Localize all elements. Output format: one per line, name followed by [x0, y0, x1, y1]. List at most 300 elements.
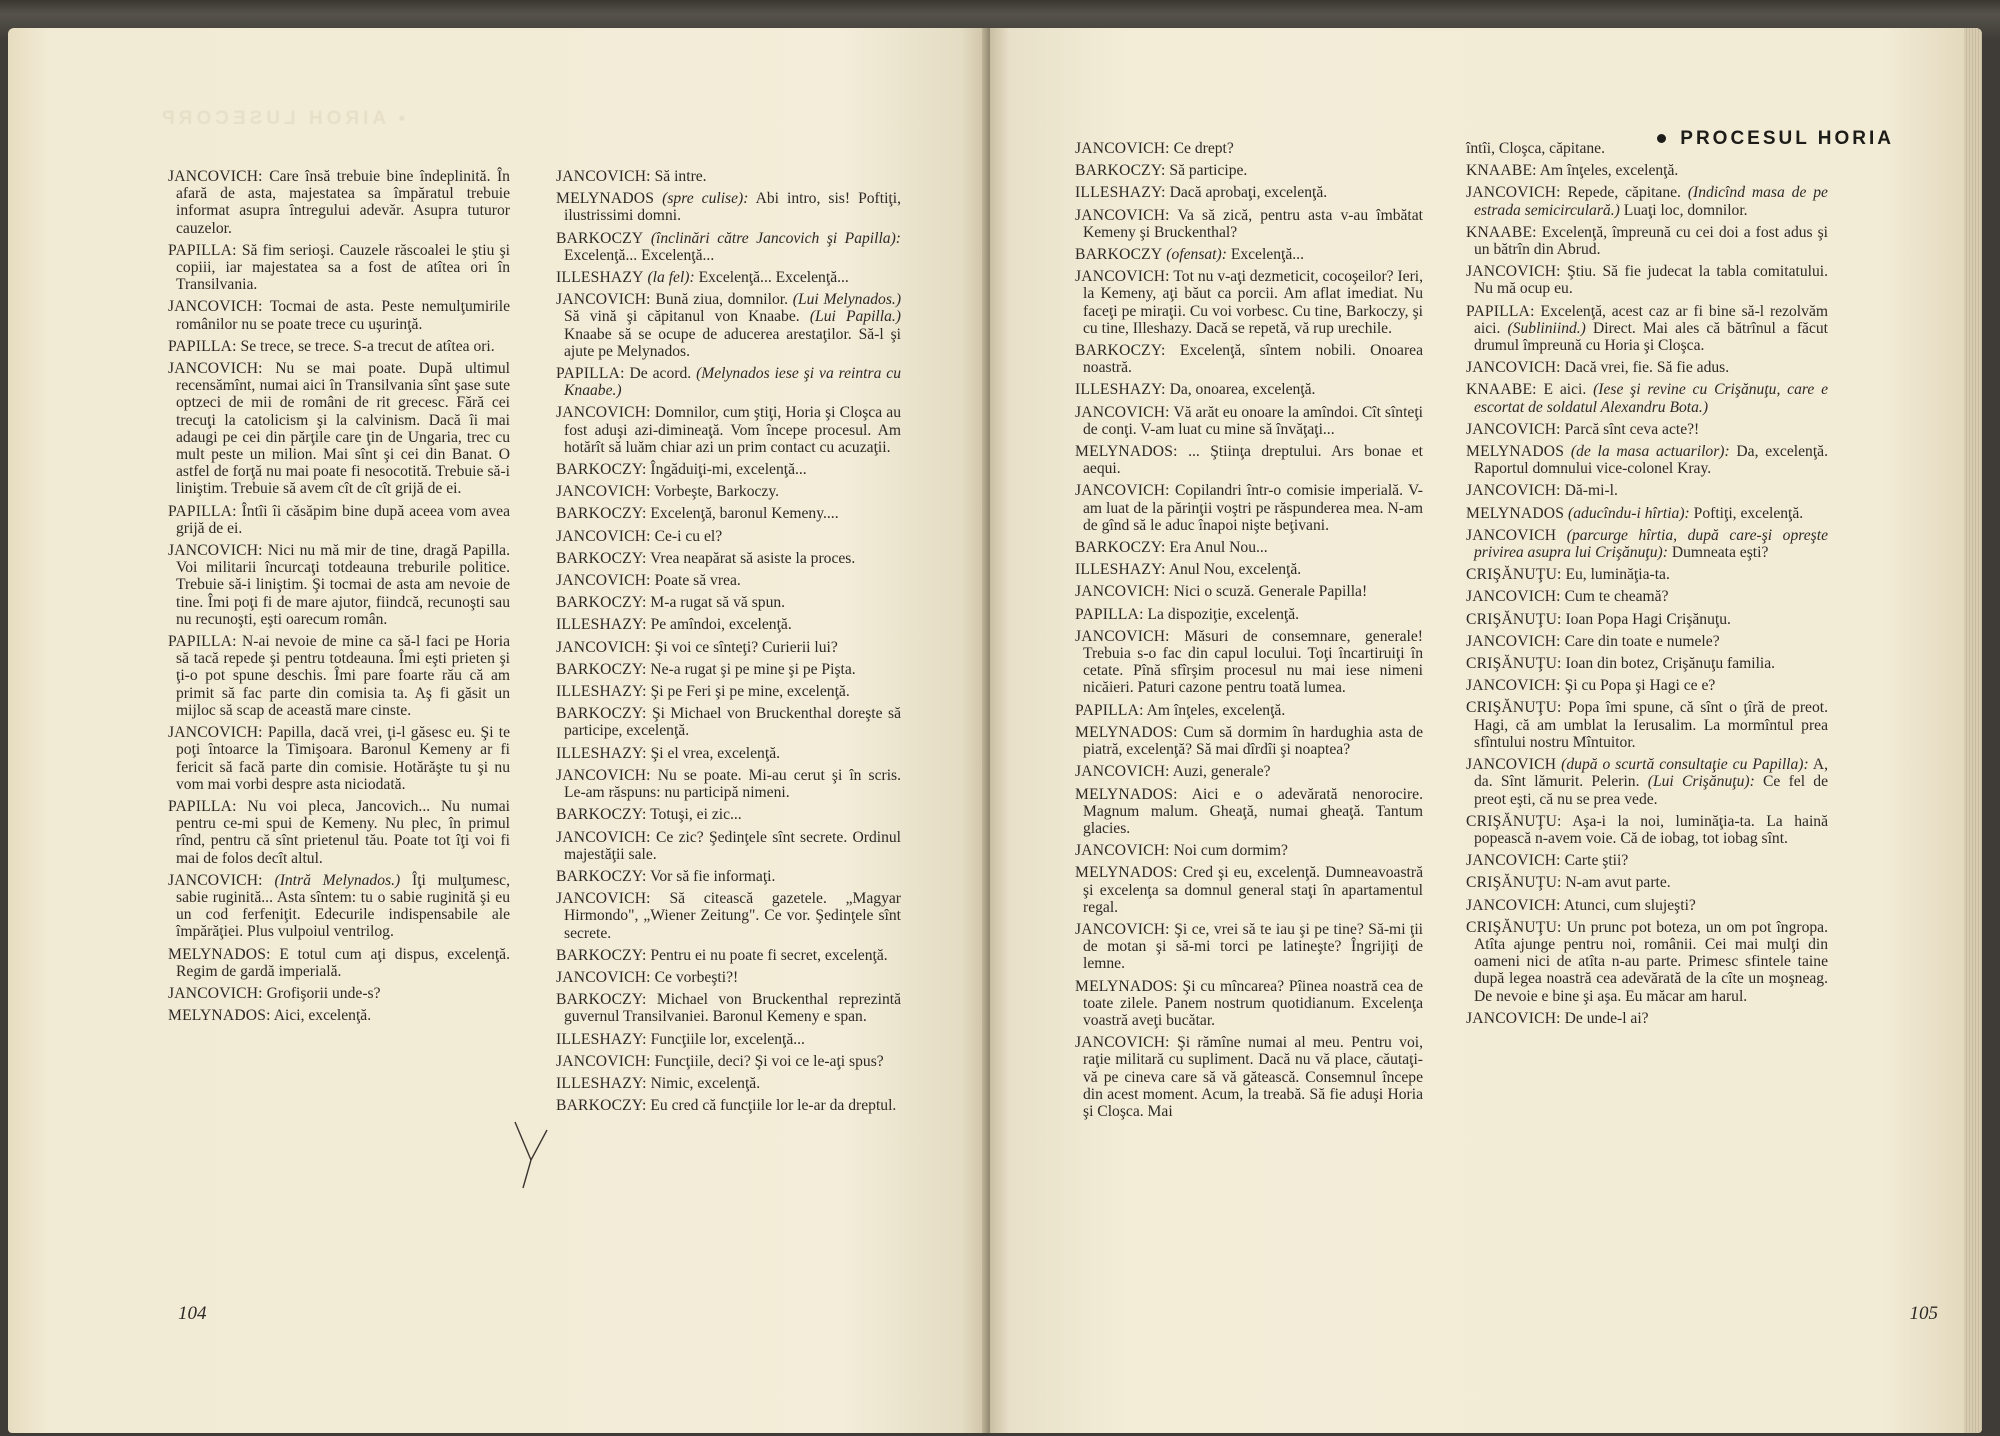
- dialogue-text: Să participe.: [1169, 162, 1248, 180]
- speaker-name: JANCOVICH:: [1075, 583, 1170, 601]
- dialogue-line: [556, 1075, 901, 1092]
- speaker-name: BARKOCZY:: [556, 867, 647, 885]
- speaker-name: JANCOVICH: [1466, 526, 1557, 544]
- dialogue-line: [1466, 184, 1828, 218]
- speaker-name: BARKOCZY:: [556, 594, 647, 612]
- speaker-name: JANCOVICH:: [556, 1052, 651, 1070]
- dialogue-text: Parcă sînt ceva acte?!: [1564, 420, 1700, 438]
- dialogue-line: [1466, 1010, 1828, 1027]
- dialogue-text: Vorbeşte, Barkoczy.: [654, 483, 780, 501]
- dialogue-line: [168, 168, 510, 237]
- speaker-name: MELYNADOS: [1466, 504, 1565, 522]
- speaker-name: PAPILLA:: [1466, 302, 1535, 320]
- dialogue-line: [556, 483, 901, 500]
- dialogue-text: Care însă trebuie bine îndeplinită. În afară de asta, majestatea sa împăratul trebuie informat asupra întregului adevăr. Asupra tuturor cauzelor.: [176, 168, 510, 237]
- dialogue-line: [1466, 897, 1828, 914]
- dialogue-line: [168, 633, 510, 719]
- speaker-name: JANCOVICH:: [168, 360, 263, 378]
- dialogue-line: [1466, 162, 1828, 179]
- dialogue-line: [1466, 756, 1828, 808]
- dialogue-text: Cum te cheamă?: [1564, 588, 1669, 606]
- dialogue-line: [168, 360, 510, 498]
- speaker-name: CRIŞĂNUŢU:: [1466, 566, 1562, 584]
- dialogue-line: [1075, 443, 1423, 477]
- speaker-name: ILLESHAZY:: [556, 1030, 647, 1048]
- speaker-name: JANCOVICH:: [556, 766, 651, 784]
- dialogue-line: [556, 705, 901, 739]
- dialogue-text: E totul cum aţi dispus, excelenţă. Regim de gardă imperială.: [176, 945, 510, 980]
- speaker-name: JANCOVICH:: [556, 968, 651, 986]
- dialogue-text: Repede, căpitane.: [1567, 184, 1681, 202]
- dialogue-line: [1075, 404, 1423, 438]
- dialogue-text: Nu se poate. Mi-au cerut şi în scris. Le-am răspuns: nu participă nimeni.: [564, 766, 901, 802]
- dialogue-text: Aşa-i la noi, luminăţia-ta. La haină popească n-avem voie. Că de iobag, tot iobag sînt.: [1474, 812, 1828, 847]
- dialogue-text: Excelenţă... Excelenţă...: [564, 246, 715, 264]
- dialogue-text: ... Ştiinţa dreptului. Ars bonae et aequi.: [1083, 443, 1423, 478]
- dialogue-text: Ioan din botez, Crişănuţu familia.: [1565, 655, 1776, 673]
- right-column-1: [1075, 140, 1423, 1125]
- dialogue-text: Vor să fie informaţi.: [650, 867, 776, 885]
- speaker-name: JANCOVICH:: [1075, 627, 1170, 645]
- dialogue-text: Am înţeles, excelenţă.: [1146, 701, 1286, 719]
- dialogue-line: [556, 291, 901, 360]
- dialogue-line: [1075, 702, 1423, 719]
- speaker-name: JANCOVICH: [1466, 756, 1557, 774]
- dialogue-line: [556, 550, 901, 567]
- dialogue-line: [556, 890, 901, 942]
- dialogue-text: Auzi, generale?: [1172, 763, 1271, 781]
- dialogue-line: [556, 365, 901, 399]
- dialogue-line: [556, 991, 901, 1025]
- dialogue-text: E aici.: [1543, 381, 1587, 399]
- speaker-name: MELYNADOS:: [1075, 785, 1178, 803]
- stage-direction: (spre culise):: [662, 190, 749, 208]
- speaker-name: JANCOVICH:: [1075, 763, 1170, 781]
- dialogue-text: Atunci, cum slujeşti?: [1563, 896, 1696, 914]
- speaker-name: JANCOVICH:: [1466, 677, 1561, 695]
- stage-direction: (Intră Melynados.): [274, 871, 401, 889]
- dialogue-text: Noi cum dormim?: [1173, 842, 1288, 860]
- stage-direction: (Subliniind.): [1507, 319, 1586, 337]
- dialogue-line: [556, 806, 901, 823]
- speaker-name: JANCOVICH:: [1075, 482, 1170, 500]
- dialogue-line: [1075, 628, 1423, 697]
- speaker-name: JANCOVICH:: [556, 638, 651, 656]
- speaker-name: ILLESHAZY:: [1075, 561, 1166, 579]
- speaker-name: MELYNADOS:: [1075, 977, 1178, 995]
- speaker-name: JANCOVICH:: [1075, 1034, 1170, 1052]
- dialogue-line: [168, 724, 510, 793]
- stage-direction: (Lui Papilla.): [809, 308, 901, 326]
- dialogue-text: Nimic, excelenţă.: [650, 1074, 761, 1092]
- dialogue-text: Poftiţi, excelenţă.: [1693, 504, 1804, 522]
- dialogue-text: Se trece, se trece. S-a trecut de atîtea ori.: [240, 337, 495, 355]
- dialogue-text: Întîi îi căsăpim bine după aceea vom avea grijă de ei.: [176, 502, 510, 537]
- dialogue-line: [1075, 561, 1423, 578]
- dialogue-text: Funcţiile lor, excelenţă...: [650, 1030, 805, 1048]
- dialogue-text: Vrea neapărat să asiste la proces.: [650, 549, 856, 567]
- dialogue-text: Eu, luminăţia-ta.: [1565, 566, 1670, 584]
- speaker-name: JANCOVICH:: [168, 542, 263, 560]
- speaker-name: JANCOVICH:: [168, 168, 263, 185]
- speaker-name: ILLESHAZY:: [556, 616, 647, 634]
- speaker-name: ILLESHAZY: [556, 269, 644, 287]
- dialogue-line: [1075, 162, 1423, 179]
- dialogue-text: Am înţeles, excelenţă.: [1539, 162, 1679, 180]
- dialogue-line: [1075, 786, 1423, 838]
- dialogue-text: Aici, excelenţă.: [273, 1007, 372, 1025]
- speaker-name: MELYNADOS:: [168, 1007, 271, 1025]
- left-column-2: [556, 168, 901, 1119]
- dialogue-line: [556, 745, 901, 762]
- dialogue-text: Va să zică, pentru asta v-au îmbătat Kemeny şi Bruckenthal?: [1083, 206, 1423, 241]
- speaker-name: MELYNADOS: [556, 190, 655, 208]
- dialogue-text: Şi cu Popa şi Hagi ce e?: [1564, 677, 1716, 695]
- dialogue-line: [1466, 140, 1828, 157]
- dialogue-text: Grofişorii unde-s?: [266, 984, 381, 1002]
- speaker-name: JANCOVICH:: [1075, 920, 1170, 938]
- dialogue-text: Abi intro, sis! Poftiţi, ilustrissimi domni.: [564, 190, 901, 225]
- dialogue-text: La dispoziţie, excelenţă.: [1147, 605, 1300, 623]
- speaker-name: MELYNADOS: [1466, 443, 1565, 461]
- dialogue-text: Eu cred că funcţiile lor le-ar da dreptul.: [650, 1097, 897, 1115]
- speaker-name: JANCOVICH:: [1466, 263, 1561, 281]
- speaker-name: BARKOCZY:: [556, 1097, 647, 1115]
- dialogue-text: Excelenţă... Excelenţă...: [698, 269, 849, 287]
- right-column-2: [1466, 140, 1828, 1032]
- speaker-name: MELYNADOS:: [1075, 723, 1178, 741]
- speaker-name: KNAABE:: [1466, 223, 1537, 241]
- speaker-name: PAPILLA:: [168, 797, 237, 815]
- dialogue-text: Knaabe să se ocupe de aducerea arestaţilor. Să-l şi ajute pe Melynados.: [564, 325, 901, 360]
- dialogue-line: [556, 683, 901, 700]
- dialogue-line: [1466, 655, 1828, 672]
- dialogue-text: Carte ştii?: [1564, 852, 1629, 870]
- dialogue-text: Cum să dormim în hardughia asta de piatră, excelenţă? Să mai dîrdîi şi noaptea?: [1083, 723, 1424, 759]
- pencil-mark: [513, 1120, 549, 1190]
- dialogue-text: Dacă aprobaţi, excelenţă.: [1169, 184, 1328, 202]
- speaker-name: JANCOVICH:: [1466, 896, 1561, 914]
- speaker-name: KNAABE:: [1466, 381, 1537, 399]
- dialogue-line: [556, 404, 901, 456]
- dialogue-text: Care din toate e numele?: [1564, 632, 1720, 650]
- dialogue-text: Nu voi pleca, Jancovich... Nu numai pentru ce-mi spui de Kemeny. Nu plec, în primul rînd, pentru că sînt prietenul tău. Poate tot îţi voi fi mai de folos decît altul.: [176, 797, 510, 867]
- speaker-name: BARKOCZY:: [1075, 539, 1166, 557]
- dialogue-line: [168, 946, 510, 980]
- dialogue-text: Funcţiile, deci? Şi voi ce le-aţi spus?: [654, 1052, 884, 1070]
- dialogue-line: [168, 1007, 510, 1024]
- speaker-name: MELYNADOS:: [1075, 864, 1178, 882]
- dialogue-text: Aici e o adevărată nenorocire. Magnum malum. Gheaţă, numai gheaţă. Tantum glacies.: [1083, 785, 1424, 837]
- dialogue-line: [168, 985, 510, 1002]
- dialogue-text: Direct. Mai ales că bătrînul a făcut drumul împreună cu Horia şi Cloşca.: [1474, 319, 1829, 355]
- speaker-name: MELYNADOS:: [168, 945, 271, 963]
- dialogue-line: [1466, 381, 1828, 415]
- dialogue-text: N-ai nevoie de mine ca să-l faci pe Horia să tacă repede şi pentru totdeauna. Îmi eşti prieten şi ţi-o pot spune deschis. Îmi pare foarte rău că am primit să fac parte din comisia ta. Aş fi găsit un mijloc să scap de această mare cinste.: [176, 633, 511, 719]
- dialogue-text: A, da. Sînt lămurit. Pelerin.: [1474, 756, 1828, 791]
- dialogue-line: [556, 639, 901, 656]
- speaker-name: PAPILLA:: [1075, 605, 1144, 623]
- dialogue-line: [556, 594, 901, 611]
- dialogue-text: De unde-l ai?: [1564, 1009, 1649, 1027]
- dialogue-line: [556, 1031, 901, 1048]
- speaker-name: JANCOVICH:: [1075, 268, 1170, 286]
- dialogue-text: Şi rămîne numai al meu. Pentru voi, raţie militară cu supliment. Dacă nu vă place, căutaţi-vă pe cineva care să vă gătească. Consemnul începe din acest moment. Acum, la treabă. Să fie aduşi Horia şi Cloşca. Mai: [1083, 1034, 1423, 1120]
- dialogue-line: [1466, 421, 1828, 438]
- dialogue-line: [1466, 699, 1828, 751]
- stage-direction: (ofensat):: [1166, 246, 1227, 264]
- dialogue-text: Ştiu. Să fie judecat la tabla comitatului. Nu mă ocup eu.: [1474, 263, 1828, 298]
- dialogue-line: [556, 190, 901, 224]
- dialogue-line: [556, 868, 901, 885]
- speaker-name: BARKOCZY:: [556, 991, 647, 1009]
- dialogue-text: Da, onoarea, excelenţă.: [1169, 381, 1316, 399]
- speaker-name: JANCOVICH:: [1466, 482, 1561, 500]
- dialogue-line: [556, 168, 901, 185]
- right-page-number: 105: [1909, 1303, 1938, 1324]
- speaker-name: BARKOCZY:: [556, 660, 647, 678]
- dialogue-line: [1466, 813, 1828, 847]
- speaker-name: JANCOVICH:: [556, 483, 651, 501]
- dialogue-line: [1466, 874, 1828, 891]
- dialogue-line: [168, 503, 510, 537]
- speaker-name: JANCOVICH:: [1075, 842, 1170, 860]
- dialogue-text: Pe amîndoi, excelenţă.: [650, 616, 792, 634]
- speaker-name: BARKOCZY:: [556, 946, 647, 964]
- dialogue-text: Îngăduiţi-mi, excelenţă...: [650, 461, 807, 479]
- dialogue-line: [1466, 633, 1828, 650]
- dialogue-text: Şi cu mîncarea? Pîinea noastră cea de toate zilele. Panem nostrum quotidianum. Excelenţa voastră aveţi bucătar.: [1083, 977, 1423, 1029]
- dialogue-text: Anul Nou, excelenţă.: [1168, 561, 1302, 579]
- stage-direction: (Lui Melynados.): [792, 291, 902, 309]
- dialogue-text: Ce fel de preot eşti, că nu se prea vede.: [1474, 773, 1828, 808]
- dialogue-text: Dă-mi-l.: [1564, 482, 1618, 500]
- dialogue-line: [1075, 978, 1423, 1030]
- dialogue-line: [1075, 207, 1423, 241]
- dialogue-line: [168, 298, 510, 332]
- speaker-name: PAPILLA:: [168, 633, 237, 651]
- dialogue-text: Plus vulpoiul ventrilog.: [247, 923, 394, 941]
- dialogue-line: [1466, 588, 1828, 605]
- dialogue-text: Nici o scuză. Generale Papilla!: [1173, 583, 1368, 601]
- dialogue-line: [556, 528, 901, 545]
- speaker-name: CRIŞĂNUŢU:: [1466, 610, 1562, 628]
- dialogue-line: [1075, 539, 1423, 556]
- dialogue-line: [1075, 246, 1423, 263]
- dialogue-line: [556, 947, 901, 964]
- dialogue-line: [1466, 263, 1828, 297]
- dialogue-line: [556, 572, 901, 589]
- speaker-name: JANCOVICH:: [168, 724, 263, 742]
- speaker-name: PAPILLA:: [1075, 701, 1144, 719]
- dialogue-text: Ce drept?: [1173, 140, 1234, 157]
- dialogue-text: Nu se mai poate. După ultimul recensămînt, numai aici în Transilvania sînt şase sute optzeci de mii de români de rit grecesc. Fără cei trecuţi la catolicism şi la calvinism. Dacă îi mai adaugi pe cei din părţile care ţin de Ungaria, trec cu mult peste un milion. Mai sînt şi cei din Banat. O astfel de forţă nu mai poate fi nesocotită. Trebuie să-i liniştim. Trebuie să avem cît de cît grijă de ei.: [176, 360, 510, 498]
- speaker-name: ILLESHAZY:: [556, 1074, 647, 1092]
- speaker-name: JANCOVICH:: [168, 298, 263, 316]
- speaker-name: ILLESHAZY:: [1075, 184, 1166, 202]
- dialogue-line: [556, 269, 901, 286]
- dialogue-text: Excelenţă, baronul Kemeny....: [650, 505, 839, 523]
- dialogue-text: întîi, Cloşca, căpitane.: [1466, 140, 1606, 157]
- speaker-name: PAPILLA:: [556, 365, 625, 383]
- dialogue-line: [1466, 505, 1828, 522]
- speaker-name: JANCOVICH:: [556, 168, 651, 185]
- dialogue-text: Ne-a rugat şi pe mine şi pe Pişta.: [650, 660, 856, 678]
- dialogue-line: [1466, 677, 1828, 694]
- dialogue-line: [556, 661, 901, 678]
- speaker-name: JANCOVICH:: [556, 828, 651, 846]
- dialogue-line: [556, 1053, 901, 1070]
- dialogue-line: [1466, 443, 1828, 477]
- dialogue-line: [1466, 303, 1828, 355]
- page-edges: [1964, 28, 1982, 1433]
- dialogue-line: [168, 338, 510, 355]
- dialogue-text: Excelenţă, acest caz ar fi bine să-l rezolvăm aici.: [1474, 302, 1828, 337]
- dialogue-line: [1466, 224, 1828, 258]
- speaker-name: JANCOVICH:: [168, 984, 263, 1002]
- dialogue-text: De acord.: [629, 365, 692, 383]
- dialogue-text: Îţi mulţumesc, sabie ruginită... Asta sîntem: tu o sabie ruginită şi eu un cod ferfeniţit. Edecurile indispensabile ale împărăţiei.: [176, 871, 510, 941]
- dialogue-text: Cred şi eu, excelenţă. Dumneavoastră şi excelenţa sa domnul general staţi în apartamentul regal.: [1083, 864, 1423, 916]
- dialogue-line: [556, 829, 901, 863]
- speaker-name: JANCOVICH:: [1075, 206, 1170, 224]
- dialogue-text: Pentru ei nu poate fi secret, excelenţă.: [650, 946, 888, 964]
- dialogue-line: [1075, 842, 1423, 859]
- stage-direction: (înclinări către Jancovich şi Papilla):: [650, 229, 901, 247]
- dialogue-text: Şi el vrea, excelenţă.: [650, 744, 781, 762]
- dialogue-text: M-a rugat să vă spun.: [650, 594, 786, 612]
- dialogue-text: Ce-i cu el?: [654, 527, 723, 545]
- dialogue-text: Să vină şi căpitanul von Knaabe.: [564, 308, 800, 326]
- dialogue-line: [1075, 583, 1423, 600]
- speaker-name: CRIŞĂNUŢU:: [1466, 874, 1562, 892]
- speaker-name: BARKOCZY:: [1075, 342, 1166, 360]
- dialogue-line: [556, 616, 901, 633]
- stage-direction: (Indicînd masa de pe estrada semicirculară.): [1474, 184, 1828, 219]
- running-head-text: PROCESUL HORIA: [1680, 128, 1894, 149]
- dialogue-text: Papilla, dacă vrei, ţi-l găsesc eu. Şi te poţi întoarce la Timişoara. Baronul Kemeny ar fi fericit să facă parte din comisie. Hotărăşte tu şi nu vom mai vorbi despre asta niciodată.: [176, 724, 510, 793]
- dialogue-line: [1075, 184, 1423, 201]
- speaker-name: PAPILLA:: [168, 241, 237, 259]
- left-page-number: 104: [178, 1303, 207, 1324]
- stage-direction: (aducîndu-i hîrtia):: [1568, 504, 1690, 522]
- dialogue-line: [1466, 359, 1828, 376]
- dialogue-text: Popa îmi spune, că sînt o ţîră de preot. Hagi, că am umblat la Ierusalim. La mormîntul prea sfîntului nostru Mîntuitor.: [1474, 699, 1828, 751]
- dialogue-text: Excelenţă...: [1230, 246, 1304, 264]
- dialogue-line: [1466, 482, 1828, 499]
- speaker-name: JANCOVICH:: [556, 890, 651, 908]
- speaker-name: JANCOVICH:: [1466, 1009, 1561, 1027]
- speaker-name: JANCOVICH:: [1466, 588, 1561, 606]
- left-page: [8, 28, 990, 1433]
- dialogue-text: Luaţi loc, domnilor.: [1623, 201, 1748, 219]
- dialogue-text: Să intre.: [654, 168, 707, 185]
- dialogue-line: [1075, 921, 1423, 973]
- dialogue-line: [556, 230, 901, 264]
- dialogue-text: Nici nu mă mir de tine, dragă Papilla. Voi militarii încurcaţi totdeauna treburile politice. Trebuie să-i liniştim. Şi tocmai de asta am nevoie de tine. Îmi poţi fi de mare ajutor, fiindcă, recunoşti sau nu recunoşti, eşti oarecum român.: [176, 542, 510, 628]
- speaker-name: JANCOVICH:: [1075, 140, 1170, 157]
- dialogue-line: [168, 872, 510, 941]
- dialogue-text: Totuşi, ei zic...: [650, 806, 742, 824]
- dialogue-line: [1075, 381, 1423, 398]
- speaker-name: PAPILLA:: [168, 337, 237, 355]
- stage-direction: (Lui Crişănuţu):: [1647, 773, 1755, 791]
- dialogue-line: [168, 242, 510, 294]
- dialogue-text: Da, excelenţă. Raportul domnului vice-colonel Kray.: [1474, 443, 1828, 478]
- dialogue-text: Măsuri de consemnare, generale! Trebuia s-o fac din capul locului. Toţi încartiruiţi în cetate. Pînă sfîrşim procesul nu mai iese nimeni nicăieri. Paturi cazone pentru toată lumea.: [1083, 627, 1423, 697]
- dialogue-text: Excelenţă, împreună cu cei doi a fost adus şi un bătrîn din Abrud.: [1474, 223, 1828, 259]
- dialogue-line: [1075, 342, 1423, 376]
- speaker-name: CRIŞĂNUŢU:: [1466, 699, 1562, 717]
- speaker-name: JANCOVICH:: [1466, 359, 1561, 377]
- dialogue-text: Michael von Bruckenthal reprezintă guvernul Transilvaniei. Baronul Kemeny e span.: [564, 991, 901, 1026]
- speaker-name: BARKOCZY:: [556, 705, 647, 723]
- dialogue-text: Excelenţă, sîntem nobili. Onoarea noastră.: [1083, 342, 1423, 377]
- dialogue-line: [556, 505, 901, 522]
- dialogue-line: [556, 969, 901, 986]
- speaker-name: JANCOVICH:: [168, 871, 263, 889]
- dialogue-text: Copilandri într-o comisie imperială. V-am luat de la părinţii voştri pe răspunderea mea. N-am de gînd să le aduc înapoi nişte beţivani.: [1083, 482, 1423, 534]
- dialogue-text: Şi voi ce sînteţi? Curierii lui?: [654, 638, 838, 656]
- dialogue-line: [168, 542, 510, 628]
- dialogue-text: Un prunc pot boteza, un om pot îngropa. Atîta ajunge pentru noi, românii. Cei mai mulţi din oameni nici de atîta n-au parte. Primesc sfintele taine după legea noastră cea adevărată de la cîte un moşneag. De nevoie e bine şi aşa. Eu măcar am harul.: [1474, 918, 1828, 1005]
- left-column-1: [168, 168, 510, 1029]
- dialogue-text: Tocmai de asta. Peste nemulţumirile românilor nu se poate trece cu uşurinţă.: [176, 298, 510, 333]
- speaker-name: KNAABE:: [1466, 162, 1537, 180]
- dialogue-line: [556, 1097, 901, 1114]
- stage-direction: (la fel):: [647, 269, 695, 287]
- dialogue-text: Şi ce, vrei să te iau şi pe tine? Să-mi ţii de motan şi să-mi torci pe latineşte? Îngrijiţi de lemne.: [1083, 920, 1424, 973]
- dialogue-line: [1075, 482, 1423, 534]
- speaker-name: JANCOVICH:: [1466, 420, 1561, 438]
- show-through-heading: ▪ AIROH LUSECORP: [158, 108, 406, 129]
- dialogue-line: [1075, 724, 1423, 758]
- dialogue-line: [1466, 566, 1828, 583]
- stage-direction: (Melynados iese şi va reintra cu Knaabe.): [564, 365, 901, 400]
- speaker-name: CRIŞĂNUŢU:: [1466, 918, 1562, 936]
- dialogue-line: [1466, 919, 1828, 1005]
- dialogue-line: [556, 461, 901, 478]
- dialogue-text: Ioan Popa Hagi Crişănuţu.: [1565, 610, 1731, 628]
- speaker-name: BARKOCZY:: [1075, 162, 1166, 180]
- dialogue-text: Vă arăt eu onoare la amîndoi. Cît sînteţi de conţi. V-am luat cu mine să învăţaţi...: [1083, 403, 1423, 438]
- speaker-name: BARKOCZY:: [556, 505, 647, 523]
- stage-direction: (parcurge hîrtia, după care-şi opreşte privirea asupra lui Crişănuţu):: [1474, 526, 1829, 562]
- speaker-name: JANCOVICH:: [1466, 184, 1561, 202]
- dialogue-line: [1075, 763, 1423, 780]
- dialogue-text: Tot nu v-aţi dezmeticit, cocoşeilor? Ieri, la Kemeny, aţi băut ca porcii. Am aflat imediat. Nu faceţi pe miraţii. Cu voi vorbesc. Cu tine, Barkoczy, şi cu tine, Illeshazy. Dacă se repetă, vă rup urechile.: [1083, 268, 1424, 337]
- dialogue-line: [1075, 140, 1423, 157]
- speaker-name: JANCOVICH:: [1466, 852, 1561, 870]
- speaker-name: PAPILLA:: [168, 502, 237, 520]
- speaker-name: ILLESHAZY:: [556, 744, 647, 762]
- speaker-name: BARKOCZY: [1075, 246, 1163, 264]
- dialogue-line: [168, 798, 510, 867]
- dialogue-text: N-am avut parte.: [1565, 874, 1671, 892]
- dialogue-line: [1075, 606, 1423, 623]
- dialogue-line: [1075, 268, 1423, 337]
- dialogue-text: Bună ziua, domnilor.: [655, 291, 788, 309]
- dialogue-text: Era Anul Nou...: [1169, 539, 1268, 557]
- dialogue-text: Domnilor, cum ştiţi, Horia şi Cloşca au fost aduşi azi-dimineaţă. Vom începe procesul. Am hotărît să luăm chiar azi un prim contact cu acuzaţii.: [564, 404, 901, 456]
- speaker-name: BARKOCZY:: [556, 806, 647, 824]
- dialogue-line: [1075, 864, 1423, 916]
- dialogue-text: Ce vorbeşti?!: [654, 968, 739, 986]
- dialogue-line: [1466, 852, 1828, 869]
- stage-direction: (după o scurtă consultaţie cu Papilla):: [1561, 756, 1809, 774]
- dialogue-text: Şi pe Feri şi pe mine, excelenţă.: [650, 683, 850, 701]
- speaker-name: BARKOCZY:: [556, 549, 647, 567]
